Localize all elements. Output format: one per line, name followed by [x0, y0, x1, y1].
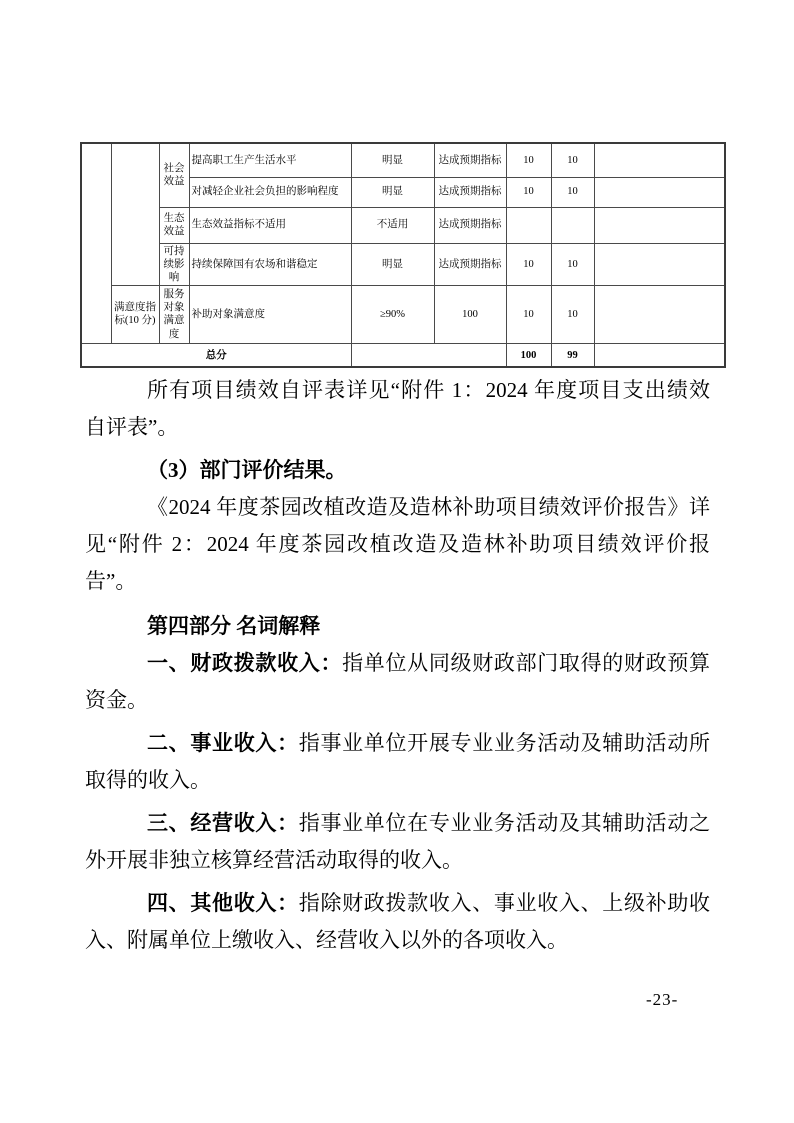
- score-self-cell: 10: [551, 177, 594, 207]
- left-spanner-cell: [81, 143, 111, 343]
- term-text: 指单位从同级财政部门取得的财政预算: [342, 651, 711, 675]
- section-heading-part4: 第四部分 名词解释: [147, 614, 321, 638]
- paragraph-line: 自评表”。: [85, 415, 179, 439]
- target-cell: 不适用: [351, 207, 434, 243]
- indicator-cell: 生态效益指标不适用: [189, 207, 351, 243]
- page-number: -23-: [646, 990, 679, 1009]
- paragraph-line: [85, 805, 710, 842]
- score-self-cell: 10: [551, 285, 594, 343]
- table-row: [81, 285, 725, 343]
- paragraph-line: 见“附件 2：2024 年度茶园改植改造及造林补助项目绩效评价报: [85, 532, 710, 556]
- actual-cell: 100: [434, 285, 506, 343]
- term-lead: 二、事业收入：: [147, 731, 299, 755]
- total-middle-cell: [351, 343, 506, 367]
- score-full-cell: 10: [506, 143, 551, 177]
- score-full-cell: [506, 207, 551, 243]
- total-score-full-cell: 100: [506, 343, 551, 367]
- indicator-cell: 持续保障国有农场和谐稳定: [189, 243, 351, 285]
- subcategory-cell: 服务对象满意度: [159, 285, 189, 343]
- actual-cell: 达成预期指标: [434, 143, 506, 177]
- table-row: [81, 143, 725, 177]
- subcategory-cell: 社会效益: [159, 143, 189, 207]
- paragraph-line: 资金。: [85, 688, 148, 712]
- term-text: 指除财政拨款收入、事业收入、上级补助收: [298, 891, 711, 915]
- paragraph-line: 告”。: [85, 569, 137, 593]
- target-cell: ≥90%: [351, 285, 434, 343]
- performance-score-table: [80, 142, 726, 368]
- paragraph-line: 入、附属单位上缴收入、经营收入以外的各项收入。: [85, 928, 568, 952]
- paragraph-line: [85, 725, 710, 762]
- indicator-cell: 提高职工生产生活水平: [189, 143, 351, 177]
- target-cell: 明显: [351, 243, 434, 285]
- target-cell: 明显: [351, 177, 434, 207]
- section-heading-dept-eval: （3）部门评价结果。: [147, 458, 347, 482]
- total-note-cell: [594, 343, 725, 367]
- paragraph-line: 外开展非独立核算经营活动取得的收入。: [85, 848, 463, 872]
- target-cell: 明显: [351, 143, 434, 177]
- paragraph-line: [85, 645, 710, 682]
- term-lead: 一、财政拨款收入：: [147, 651, 343, 675]
- note-cell: [594, 285, 725, 343]
- note-cell: [594, 143, 725, 177]
- note-cell: [594, 177, 725, 207]
- total-row: [81, 343, 725, 367]
- actual-cell: 达成预期指标: [434, 207, 506, 243]
- table-row: [81, 243, 725, 285]
- term-lead: 四、其他收入：: [147, 891, 299, 915]
- score-full-cell: 10: [506, 243, 551, 285]
- paragraph-line: 取得的收入。: [85, 768, 211, 792]
- total-score-self-cell: 99: [551, 343, 594, 367]
- subcategory-cell: 生态效益: [159, 207, 189, 243]
- paragraph-line: [85, 885, 710, 922]
- term-text: 指事业单位开展专业业务活动及辅助活动所: [298, 731, 711, 755]
- category-cell: 满意度指标(10 分): [111, 285, 159, 343]
- paragraph-line: 《2024 年度茶园改植改造及造林补助项目绩效评价报告》详: [147, 495, 710, 519]
- score-self-cell: 10: [551, 143, 594, 177]
- score-full-cell: 10: [506, 177, 551, 207]
- note-cell: [594, 207, 725, 243]
- score-self-cell: 10: [551, 243, 594, 285]
- indicator-cell: 对减轻企业社会负担的影响程度: [189, 177, 351, 207]
- score-full-cell: 10: [506, 285, 551, 343]
- category-cell: [111, 143, 159, 285]
- table-row: [81, 207, 725, 243]
- indicator-cell: 补助对象满意度: [189, 285, 351, 343]
- term-lead: 三、经营收入：: [147, 811, 299, 835]
- actual-cell: 达成预期指标: [434, 177, 506, 207]
- paragraph-line: 所有项目绩效自评表详见“附件 1：2024 年度项目支出绩效: [147, 378, 710, 402]
- total-label-cell: 总分: [81, 343, 351, 367]
- subcategory-cell: 可持续影响: [159, 243, 189, 285]
- document-body: [85, 372, 710, 959]
- note-cell: [594, 243, 725, 285]
- actual-cell: 达成预期指标: [434, 243, 506, 285]
- score-self-cell: [551, 207, 594, 243]
- term-text: 指事业单位在专业业务活动及其辅助活动之: [298, 811, 711, 835]
